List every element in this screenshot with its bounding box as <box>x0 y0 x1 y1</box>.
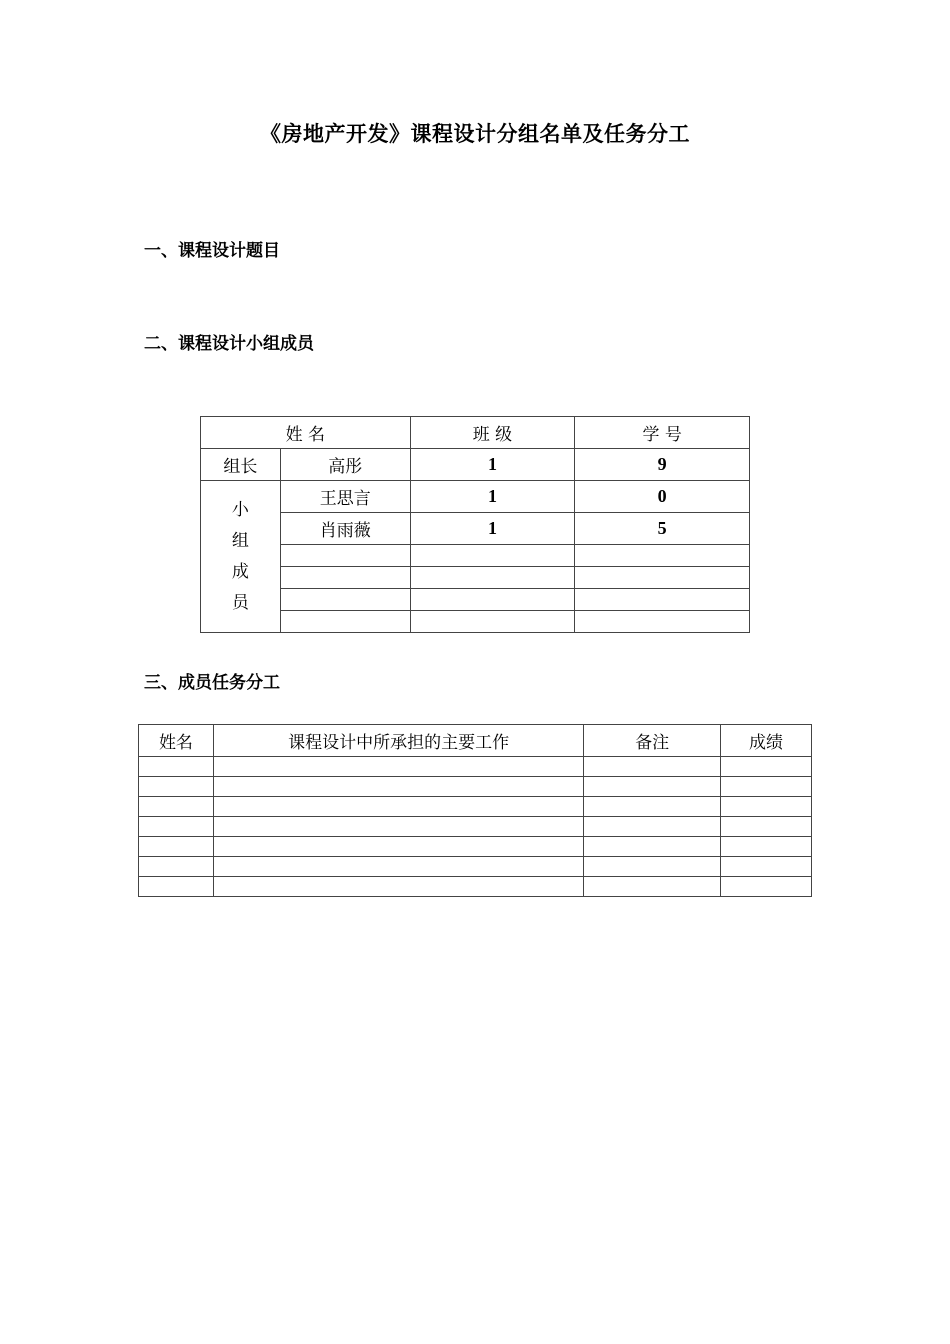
empty-cell <box>280 611 410 633</box>
empty-cell <box>139 797 214 817</box>
header-remarks: 备注 <box>584 725 721 757</box>
empty-cell <box>139 757 214 777</box>
page-title: 《房地产开发》课程设计分组名单及任务分工 <box>260 122 690 146</box>
header-class: 班 级 <box>410 417 575 449</box>
empty-cell <box>584 757 721 777</box>
empty-cell <box>721 797 812 817</box>
empty-cell <box>584 817 721 837</box>
header-main-work: 课程设计中所承担的主要工作 <box>213 725 583 757</box>
empty-cell <box>721 877 812 897</box>
empty-cell <box>410 545 575 567</box>
member-role-char: 员 <box>231 592 249 613</box>
empty-cell <box>575 589 750 611</box>
empty-task-row <box>139 837 812 857</box>
empty-member-row <box>201 567 750 589</box>
section-heading-topic: 一、课程设计题目 <box>144 241 280 261</box>
empty-cell <box>139 857 214 877</box>
empty-cell <box>410 611 575 633</box>
section-heading-members: 二、课程设计小组成员 <box>144 334 314 354</box>
empty-task-row <box>139 757 812 777</box>
empty-task-row <box>139 877 812 897</box>
empty-cell <box>721 777 812 797</box>
empty-task-row <box>139 857 812 877</box>
empty-task-row <box>139 777 812 797</box>
member-role-char: 小 <box>231 499 249 520</box>
member-role-char: 成 <box>231 561 249 582</box>
empty-task-row <box>139 817 812 837</box>
member-role-label <box>201 481 281 633</box>
members-table <box>200 416 750 633</box>
empty-cell <box>584 877 721 897</box>
member-student-no: 0 <box>575 481 750 513</box>
table-header-row <box>139 725 812 757</box>
header-student-no: 学 号 <box>575 417 750 449</box>
empty-cell <box>280 567 410 589</box>
empty-cell <box>575 611 750 633</box>
empty-member-row <box>201 545 750 567</box>
empty-cell <box>280 545 410 567</box>
empty-cell <box>584 837 721 857</box>
empty-cell <box>410 567 575 589</box>
empty-cell <box>584 797 721 817</box>
leader-student-no: 9 <box>575 449 750 481</box>
empty-cell <box>721 757 812 777</box>
leader-row <box>201 449 750 481</box>
member-row <box>201 513 750 545</box>
leader-role: 组长 <box>201 449 281 481</box>
empty-cell <box>575 545 750 567</box>
member-name: 王思言 <box>280 481 410 513</box>
empty-cell <box>280 589 410 611</box>
empty-cell <box>139 817 214 837</box>
empty-cell <box>721 857 812 877</box>
member-class: 1 <box>410 513 575 545</box>
empty-member-row <box>201 589 750 611</box>
empty-cell <box>139 877 214 897</box>
member-class: 1 <box>410 481 575 513</box>
empty-cell <box>139 837 214 857</box>
member-name: 肖雨薇 <box>280 513 410 545</box>
member-student-no: 5 <box>575 513 750 545</box>
empty-cell <box>213 777 583 797</box>
leader-name: 高彤 <box>280 449 410 481</box>
member-role-char: 组 <box>231 530 249 551</box>
empty-cell <box>213 797 583 817</box>
empty-cell <box>584 777 721 797</box>
empty-cell <box>721 817 812 837</box>
leader-class: 1 <box>410 449 575 481</box>
empty-cell <box>575 567 750 589</box>
table-header-row <box>201 417 750 449</box>
empty-task-row <box>139 797 812 817</box>
member-row <box>201 481 750 513</box>
empty-cell <box>213 857 583 877</box>
empty-cell <box>213 757 583 777</box>
section-heading-tasks: 三、成员任务分工 <box>144 673 280 693</box>
empty-cell <box>213 817 583 837</box>
empty-cell <box>213 877 583 897</box>
header-name: 姓名 <box>139 725 214 757</box>
header-name: 姓 名 <box>201 417 411 449</box>
empty-cell <box>584 857 721 877</box>
empty-member-row <box>201 611 750 633</box>
tasks-table <box>138 724 812 897</box>
empty-cell <box>721 837 812 857</box>
empty-cell <box>410 589 575 611</box>
empty-cell <box>139 777 214 797</box>
header-grade: 成绩 <box>721 725 812 757</box>
empty-cell <box>213 837 583 857</box>
